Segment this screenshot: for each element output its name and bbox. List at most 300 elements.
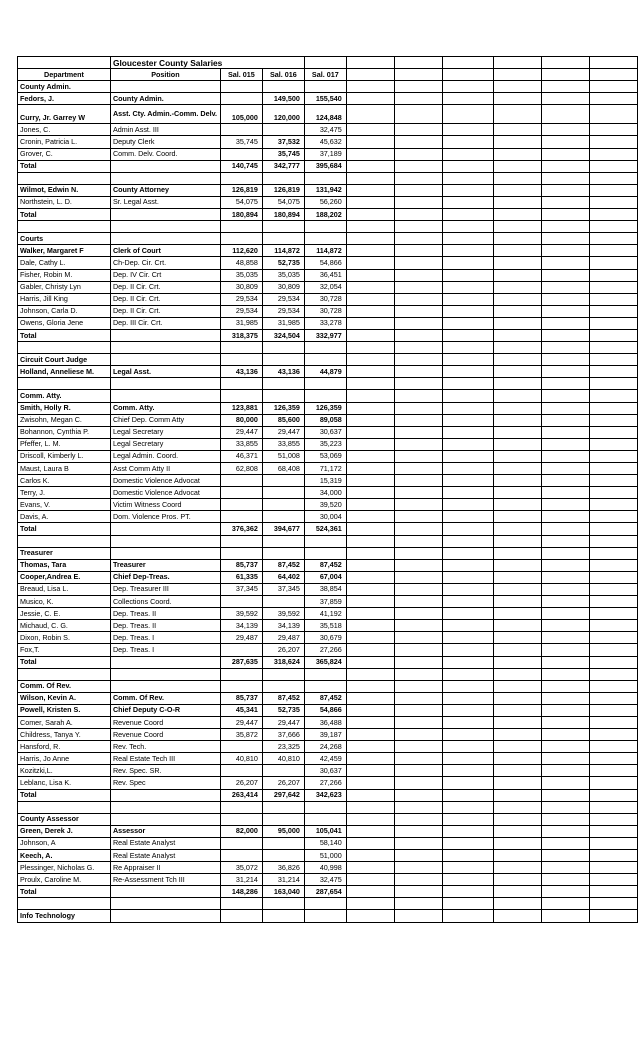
empty-cell[interactable] <box>346 644 394 656</box>
sal-017-cell[interactable]: 155,540 <box>304 93 346 105</box>
empty-cell[interactable] <box>494 414 542 426</box>
sal-016-cell[interactable]: 37,345 <box>262 583 304 595</box>
position-cell[interactable]: Admin Asst. III <box>110 124 220 136</box>
sal-017-cell[interactable]: 53,069 <box>304 450 346 462</box>
empty-cell[interactable] <box>346 813 394 825</box>
empty-cell[interactable] <box>494 813 542 825</box>
empty-cell[interactable] <box>442 57 494 69</box>
empty-cell[interactable] <box>590 499 638 511</box>
empty-cell[interactable] <box>346 850 394 862</box>
sal-016-cell[interactable]: 297,642 <box>262 789 304 801</box>
empty-cell[interactable] <box>346 487 394 499</box>
empty-cell[interactable] <box>442 680 494 692</box>
sal-017-cell[interactable]: 524,361 <box>304 523 346 535</box>
empty-cell[interactable] <box>442 850 494 862</box>
position-cell[interactable]: Treasurer <box>110 559 220 571</box>
empty-cell[interactable] <box>394 716 442 728</box>
empty-cell[interactable] <box>394 850 442 862</box>
empty-cell[interactable] <box>346 523 394 535</box>
empty-cell[interactable] <box>442 729 494 741</box>
position-cell[interactable]: County Attorney <box>110 184 220 196</box>
empty-cell[interactable] <box>590 789 638 801</box>
sal-017-cell[interactable] <box>304 81 346 93</box>
empty-cell[interactable] <box>442 692 494 704</box>
department-cell[interactable]: Evans, V. <box>18 499 111 511</box>
empty-cell[interactable] <box>494 583 542 595</box>
sal-016-cell[interactable]: 31,214 <box>262 874 304 886</box>
empty-cell[interactable] <box>542 644 590 656</box>
empty-cell[interactable] <box>494 354 542 366</box>
sal-017-cell[interactable]: 89,058 <box>304 414 346 426</box>
sal-017-cell[interactable] <box>304 342 346 354</box>
empty-cell[interactable] <box>494 366 542 378</box>
empty-cell[interactable] <box>346 535 394 547</box>
sal-017-cell[interactable]: 24,268 <box>304 741 346 753</box>
sal-015-cell[interactable]: 263,414 <box>220 789 262 801</box>
position-cell[interactable]: Victim Witness Coord <box>110 499 220 511</box>
department-cell[interactable]: Fedors, J. <box>18 93 111 105</box>
position-cell[interactable]: Dep. II Cir. Crt. <box>110 281 220 293</box>
empty-cell[interactable] <box>442 105 494 124</box>
empty-cell[interactable] <box>494 93 542 105</box>
empty-cell[interactable] <box>590 342 638 354</box>
empty-cell[interactable] <box>346 105 394 124</box>
position-cell[interactable]: Deputy Clerk <box>110 136 220 148</box>
position-cell[interactable]: Legal Secretary <box>110 438 220 450</box>
empty-cell[interactable] <box>494 596 542 608</box>
position-cell[interactable]: Revenue Coord <box>110 716 220 728</box>
empty-cell[interactable] <box>590 741 638 753</box>
sal-016-cell[interactable]: 87,452 <box>262 559 304 571</box>
department-cell[interactable]: Musico, K. <box>18 596 111 608</box>
empty-cell[interactable] <box>442 499 494 511</box>
sal-017-cell[interactable]: 32,054 <box>304 281 346 293</box>
empty-cell[interactable] <box>494 69 542 81</box>
empty-cell[interactable] <box>442 910 494 922</box>
empty-cell[interactable] <box>442 559 494 571</box>
sal-015-cell[interactable]: 48,858 <box>220 257 262 269</box>
empty-cell[interactable] <box>590 765 638 777</box>
empty-cell[interactable] <box>494 209 542 221</box>
department-cell[interactable] <box>18 172 111 184</box>
sal-017-cell[interactable]: 131,942 <box>304 184 346 196</box>
empty-cell[interactable] <box>346 475 394 487</box>
sal-016-cell[interactable]: 126,359 <box>262 402 304 414</box>
empty-cell[interactable] <box>494 245 542 257</box>
empty-cell[interactable] <box>394 463 442 475</box>
empty-cell[interactable] <box>346 305 394 317</box>
position-cell[interactable]: Rev. Spec <box>110 777 220 789</box>
empty-cell[interactable] <box>442 257 494 269</box>
empty-cell[interactable] <box>542 329 590 341</box>
sal-017-cell[interactable]: 124,848 <box>304 105 346 124</box>
empty-cell[interactable] <box>394 632 442 644</box>
empty-cell[interactable] <box>542 463 590 475</box>
position-cell[interactable] <box>110 656 220 668</box>
empty-cell[interactable] <box>442 378 494 390</box>
empty-cell[interactable] <box>494 81 542 93</box>
department-cell[interactable]: Comer, Sarah A. <box>18 716 111 728</box>
empty-cell[interactable] <box>590 704 638 716</box>
sal-017-cell[interactable]: 365,824 <box>304 656 346 668</box>
empty-cell[interactable] <box>394 753 442 765</box>
empty-cell[interactable] <box>394 692 442 704</box>
department-cell[interactable] <box>18 668 111 680</box>
empty-cell[interactable] <box>346 499 394 511</box>
empty-cell[interactable] <box>394 196 442 208</box>
empty-cell[interactable] <box>442 837 494 849</box>
empty-cell[interactable] <box>590 124 638 136</box>
sal-016-cell[interactable]: 26,207 <box>262 777 304 789</box>
sal-016-cell[interactable]: 180,894 <box>262 209 304 221</box>
sal-016-cell[interactable]: 40,810 <box>262 753 304 765</box>
position-cell[interactable] <box>110 523 220 535</box>
sal-017-cell[interactable]: 54,866 <box>304 704 346 716</box>
empty-cell[interactable] <box>590 354 638 366</box>
empty-cell[interactable] <box>346 620 394 632</box>
empty-cell[interactable] <box>494 148 542 160</box>
position-cell[interactable] <box>110 668 220 680</box>
sal-016-cell[interactable]: 29,447 <box>262 716 304 728</box>
sal-015-cell[interactable]: 31,214 <box>220 874 262 886</box>
column-header[interactable]: Sal. 015 <box>220 69 262 81</box>
department-cell[interactable]: Terry, J. <box>18 487 111 499</box>
department-cell[interactable]: Owens, Gloria Jene <box>18 317 111 329</box>
sal-016-cell[interactable] <box>262 390 304 402</box>
empty-cell[interactable] <box>542 777 590 789</box>
sal-016-cell[interactable]: 52,735 <box>262 704 304 716</box>
sal-015-cell[interactable]: 85,737 <box>220 559 262 571</box>
sal-016-cell[interactable]: 163,040 <box>262 886 304 898</box>
sal-016-cell[interactable] <box>262 233 304 245</box>
sal-015-cell[interactable]: 34,139 <box>220 620 262 632</box>
empty-cell[interactable] <box>590 257 638 269</box>
sal-017-cell[interactable]: 58,140 <box>304 837 346 849</box>
empty-cell[interactable] <box>346 862 394 874</box>
sal-016-cell[interactable] <box>262 668 304 680</box>
empty-cell[interactable] <box>494 692 542 704</box>
sal-015-cell[interactable] <box>220 93 262 105</box>
empty-cell[interactable] <box>346 559 394 571</box>
sal-017-cell[interactable] <box>304 668 346 680</box>
position-cell[interactable]: Comm. Atty. <box>110 402 220 414</box>
position-cell[interactable]: Chief Deputy C-O-R <box>110 704 220 716</box>
empty-cell[interactable] <box>442 69 494 81</box>
sal-015-cell[interactable] <box>220 680 262 692</box>
position-cell[interactable]: Real Estate Tech III <box>110 753 220 765</box>
empty-cell[interactable] <box>590 414 638 426</box>
empty-cell[interactable] <box>442 813 494 825</box>
empty-cell[interactable] <box>346 511 394 523</box>
empty-cell[interactable] <box>346 438 394 450</box>
empty-cell[interactable] <box>590 680 638 692</box>
sal-016-cell[interactable]: 37,666 <box>262 729 304 741</box>
sal-015-cell[interactable]: 376,362 <box>220 523 262 535</box>
empty-cell[interactable] <box>590 281 638 293</box>
empty-cell[interactable] <box>590 716 638 728</box>
department-cell[interactable]: Proulx, Caroline M. <box>18 874 111 886</box>
department-cell[interactable]: Jessie, C. E. <box>18 608 111 620</box>
empty-cell[interactable] <box>394 257 442 269</box>
empty-cell[interactable] <box>542 245 590 257</box>
sal-015-cell[interactable] <box>220 910 262 922</box>
department-cell[interactable]: Harris, Jill King <box>18 293 111 305</box>
empty-cell[interactable] <box>394 668 442 680</box>
sal-017-cell[interactable] <box>304 898 346 910</box>
empty-cell[interactable] <box>346 825 394 837</box>
empty-cell[interactable] <box>346 596 394 608</box>
sal-015-cell[interactable]: 39,592 <box>220 608 262 620</box>
position-cell[interactable]: Dep. IV Cir. Crt <box>110 269 220 281</box>
empty-cell[interactable] <box>590 160 638 172</box>
empty-cell[interactable] <box>494 559 542 571</box>
empty-cell[interactable] <box>394 233 442 245</box>
department-cell[interactable]: Johnson, A <box>18 837 111 849</box>
position-cell[interactable]: Dep. Treas. II <box>110 620 220 632</box>
department-cell[interactable]: Powell, Kristen S. <box>18 704 111 716</box>
empty-cell[interactable] <box>590 547 638 559</box>
position-cell[interactable]: Re Appraiser II <box>110 862 220 874</box>
sal-015-cell[interactable]: 35,035 <box>220 269 262 281</box>
department-cell[interactable]: Hansford, R. <box>18 741 111 753</box>
sal-017-cell[interactable]: 15,319 <box>304 475 346 487</box>
empty-cell[interactable] <box>394 329 442 341</box>
empty-cell[interactable] <box>346 221 394 233</box>
sal-017-cell[interactable]: 30,679 <box>304 632 346 644</box>
sal-017-cell[interactable]: 37,859 <box>304 596 346 608</box>
empty-cell[interactable] <box>346 632 394 644</box>
sal-017-cell[interactable]: 342,623 <box>304 789 346 801</box>
empty-cell[interactable] <box>394 704 442 716</box>
empty-cell[interactable] <box>542 898 590 910</box>
sal-016-cell[interactable] <box>262 378 304 390</box>
sal-015-cell[interactable]: 43,136 <box>220 366 262 378</box>
position-cell[interactable] <box>110 172 220 184</box>
sal-017-cell[interactable]: 37,189 <box>304 148 346 160</box>
empty-cell[interactable] <box>346 608 394 620</box>
empty-cell[interactable] <box>542 305 590 317</box>
empty-cell[interactable] <box>542 692 590 704</box>
sal-016-cell[interactable]: 51,008 <box>262 450 304 462</box>
empty-cell[interactable] <box>494 523 542 535</box>
department-cell[interactable]: Thomas, Tara <box>18 559 111 571</box>
empty-cell[interactable] <box>494 105 542 124</box>
department-cell[interactable]: Comm. Of Rev. <box>18 680 111 692</box>
empty-cell[interactable] <box>494 535 542 547</box>
sal-016-cell[interactable] <box>262 910 304 922</box>
department-cell[interactable]: Comm. Atty. <box>18 390 111 402</box>
empty-cell[interactable] <box>494 281 542 293</box>
empty-cell[interactable] <box>590 862 638 874</box>
empty-cell[interactable] <box>542 511 590 523</box>
empty-cell[interactable] <box>346 81 394 93</box>
empty-cell[interactable] <box>590 184 638 196</box>
empty-cell[interactable] <box>542 184 590 196</box>
department-cell[interactable]: Northstein, L. D. <box>18 196 111 208</box>
column-header[interactable]: Sal. 016 <box>262 69 304 81</box>
empty-cell[interactable] <box>542 668 590 680</box>
empty-cell[interactable] <box>442 862 494 874</box>
department-cell[interactable]: Cooper,Andrea E. <box>18 571 111 583</box>
empty-cell[interactable] <box>442 765 494 777</box>
empty-cell[interactable] <box>494 184 542 196</box>
sal-016-cell[interactable]: 68,408 <box>262 463 304 475</box>
sal-015-cell[interactable] <box>220 741 262 753</box>
empty-cell[interactable] <box>542 93 590 105</box>
empty-cell[interactable] <box>346 874 394 886</box>
position-cell[interactable] <box>110 233 220 245</box>
department-cell[interactable]: Cronin, Patricia L. <box>18 136 111 148</box>
sal-015-cell[interactable]: 29,487 <box>220 632 262 644</box>
empty-cell[interactable] <box>394 81 442 93</box>
empty-cell[interactable] <box>346 668 394 680</box>
position-cell[interactable]: Comm. Delv. Coord. <box>110 148 220 160</box>
position-cell[interactable]: Domestic Violence Advocat <box>110 487 220 499</box>
empty-cell[interactable] <box>590 69 638 81</box>
position-cell[interactable] <box>110 813 220 825</box>
empty-cell[interactable] <box>394 209 442 221</box>
empty-cell[interactable] <box>346 801 394 813</box>
position-cell[interactable]: Rev. Spec. SR. <box>110 765 220 777</box>
sal-015-cell[interactable] <box>220 172 262 184</box>
empty-cell[interactable] <box>590 463 638 475</box>
empty-cell[interactable] <box>542 886 590 898</box>
empty-cell[interactable] <box>346 777 394 789</box>
empty-cell[interactable] <box>394 293 442 305</box>
empty-cell[interactable] <box>542 620 590 632</box>
sal-016-cell[interactable] <box>262 837 304 849</box>
empty-cell[interactable] <box>394 281 442 293</box>
empty-cell[interactable] <box>394 172 442 184</box>
position-cell[interactable] <box>110 81 220 93</box>
empty-cell[interactable] <box>346 390 394 402</box>
sal-016-cell[interactable] <box>262 547 304 559</box>
empty-cell[interactable] <box>542 741 590 753</box>
empty-cell[interactable] <box>590 753 638 765</box>
empty-cell[interactable] <box>442 777 494 789</box>
empty-cell[interactable] <box>494 729 542 741</box>
department-cell[interactable]: Plessinger, Nicholas G. <box>18 862 111 874</box>
empty-cell[interactable] <box>442 753 494 765</box>
empty-cell[interactable] <box>442 608 494 620</box>
empty-cell[interactable] <box>346 257 394 269</box>
empty-cell[interactable] <box>346 196 394 208</box>
sal-015-cell[interactable] <box>220 378 262 390</box>
sal-015-cell[interactable]: 126,819 <box>220 184 262 196</box>
position-cell[interactable]: Dep. Treasurer III <box>110 583 220 595</box>
empty-cell[interactable] <box>494 765 542 777</box>
empty-cell[interactable] <box>442 184 494 196</box>
sal-017-cell[interactable]: 30,728 <box>304 293 346 305</box>
empty-cell[interactable] <box>542 850 590 862</box>
empty-cell[interactable] <box>394 342 442 354</box>
sal-016-cell[interactable]: 324,504 <box>262 329 304 341</box>
sal-017-cell[interactable] <box>304 390 346 402</box>
empty-cell[interactable] <box>394 862 442 874</box>
empty-cell[interactable] <box>494 450 542 462</box>
sal-016-cell[interactable]: 149,500 <box>262 93 304 105</box>
empty-cell[interactable] <box>346 148 394 160</box>
empty-cell[interactable] <box>494 426 542 438</box>
empty-cell[interactable] <box>590 656 638 668</box>
department-cell[interactable]: Total <box>18 886 111 898</box>
sal-015-cell[interactable] <box>220 81 262 93</box>
empty-cell[interactable] <box>442 583 494 595</box>
position-cell[interactable] <box>110 354 220 366</box>
empty-cell[interactable] <box>542 862 590 874</box>
empty-cell[interactable] <box>542 583 590 595</box>
sal-016-cell[interactable]: 29,534 <box>262 293 304 305</box>
empty-cell[interactable] <box>394 93 442 105</box>
empty-cell[interactable] <box>542 523 590 535</box>
empty-cell[interactable] <box>346 547 394 559</box>
empty-cell[interactable] <box>542 366 590 378</box>
sal-015-cell[interactable]: 29,534 <box>220 293 262 305</box>
empty-cell[interactable] <box>394 414 442 426</box>
empty-cell[interactable] <box>542 281 590 293</box>
empty-cell[interactable] <box>494 910 542 922</box>
empty-cell[interactable] <box>394 245 442 257</box>
empty-cell[interactable] <box>346 729 394 741</box>
sal-017-cell[interactable]: 35,518 <box>304 620 346 632</box>
position-cell[interactable] <box>110 680 220 692</box>
sal-015-cell[interactable] <box>220 850 262 862</box>
department-cell[interactable]: Harris, Jo Anne <box>18 753 111 765</box>
empty-cell[interactable] <box>346 789 394 801</box>
empty-cell[interactable] <box>542 765 590 777</box>
empty-cell[interactable] <box>346 245 394 257</box>
empty-cell[interactable] <box>494 499 542 511</box>
sal-015-cell[interactable] <box>220 221 262 233</box>
sal-015-cell[interactable] <box>220 535 262 547</box>
empty-cell[interactable] <box>590 293 638 305</box>
empty-cell[interactable] <box>394 402 442 414</box>
empty-cell[interactable] <box>346 317 394 329</box>
sal-015-cell[interactable]: 37,345 <box>220 583 262 595</box>
department-cell[interactable]: Carlos K. <box>18 475 111 487</box>
position-cell[interactable] <box>110 209 220 221</box>
empty-cell[interactable] <box>346 910 394 922</box>
department-cell[interactable]: Info Technology <box>18 910 111 922</box>
empty-cell[interactable] <box>346 765 394 777</box>
empty-cell[interactable] <box>494 644 542 656</box>
department-cell[interactable] <box>18 221 111 233</box>
empty-cell[interactable] <box>590 475 638 487</box>
sal-017-cell[interactable]: 126,359 <box>304 402 346 414</box>
sal-017-cell[interactable]: 114,872 <box>304 245 346 257</box>
empty-cell[interactable] <box>394 317 442 329</box>
empty-cell[interactable] <box>494 124 542 136</box>
empty-cell[interactable] <box>346 342 394 354</box>
empty-cell[interactable] <box>590 450 638 462</box>
position-cell[interactable] <box>110 390 220 402</box>
empty-cell[interactable] <box>394 57 442 69</box>
empty-cell[interactable] <box>442 886 494 898</box>
position-cell[interactable]: Legal Admin. Coord. <box>110 450 220 462</box>
position-cell[interactable]: Real Estate Analyst <box>110 837 220 849</box>
empty-cell[interactable] <box>394 105 442 124</box>
empty-cell[interactable] <box>590 196 638 208</box>
position-cell[interactable] <box>110 910 220 922</box>
position-cell[interactable]: Collections Coord. <box>110 596 220 608</box>
empty-cell[interactable] <box>590 801 638 813</box>
empty-cell[interactable] <box>494 293 542 305</box>
department-cell[interactable]: Dixon, Robin S. <box>18 632 111 644</box>
sal-017-cell[interactable] <box>304 535 346 547</box>
sal-015-cell[interactable] <box>220 644 262 656</box>
department-cell[interactable]: Total <box>18 160 111 172</box>
empty-cell[interactable] <box>442 511 494 523</box>
